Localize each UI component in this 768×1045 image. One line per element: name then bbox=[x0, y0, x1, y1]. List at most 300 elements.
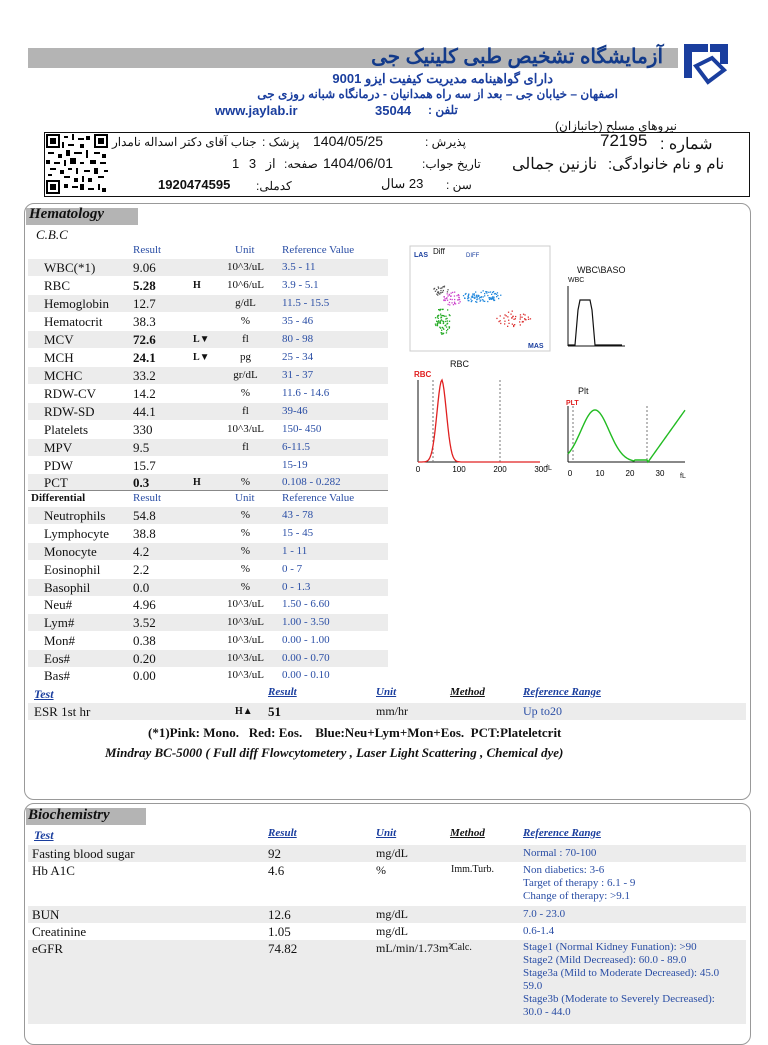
diff-row bbox=[28, 667, 388, 684]
scatter-point bbox=[441, 334, 442, 335]
scatter-point bbox=[470, 299, 471, 300]
scatter-point bbox=[450, 295, 451, 296]
scatter-point bbox=[446, 326, 447, 327]
reference: 1 - 11 bbox=[282, 545, 308, 557]
flag: H bbox=[193, 477, 201, 488]
test-result: 14.2 bbox=[133, 386, 156, 401]
scatter-point bbox=[435, 325, 436, 326]
unit: 10^3/uL bbox=[227, 634, 264, 646]
scatter-point bbox=[520, 316, 521, 317]
test-result: 0.38 bbox=[133, 633, 156, 648]
test-name: RDW-CV bbox=[44, 386, 96, 401]
scatter-point bbox=[528, 317, 529, 318]
scatter-point bbox=[439, 293, 440, 294]
test-name: Eos# bbox=[44, 651, 70, 666]
scatter-point bbox=[484, 301, 485, 302]
tick-label: 10 bbox=[595, 469, 605, 478]
scatter-point bbox=[489, 299, 490, 300]
test-name: Neu# bbox=[44, 597, 73, 612]
differential-separator bbox=[28, 490, 388, 491]
hematology-graphs bbox=[400, 238, 760, 488]
scatter-point bbox=[523, 321, 524, 322]
scatter-point bbox=[493, 299, 494, 300]
admission-label: پذیرش : bbox=[425, 135, 466, 149]
method: Imm.Turb. bbox=[451, 864, 494, 875]
test-result: 33.2 bbox=[133, 368, 156, 383]
test-name: Hematocrit bbox=[44, 314, 103, 329]
esr-row bbox=[28, 703, 746, 720]
unit: % bbox=[240, 315, 251, 327]
bio-col-unit: Unit bbox=[376, 827, 397, 839]
diff-row bbox=[28, 632, 388, 649]
unit: % bbox=[240, 509, 251, 521]
scatter-point bbox=[446, 332, 447, 333]
test-result: 3.52 bbox=[133, 615, 156, 630]
test-result: 4.2 bbox=[133, 544, 150, 559]
reference: 1.00 - 3.50 bbox=[282, 616, 330, 628]
scatter-point bbox=[482, 299, 483, 300]
page-label: صفحه: bbox=[284, 157, 318, 171]
cbc-row-mcv bbox=[28, 331, 388, 348]
esr-col-ref: Reference Range bbox=[523, 686, 601, 698]
test-result: 15.7 bbox=[133, 458, 156, 473]
test-result: 44.1 bbox=[133, 404, 156, 419]
scatter-point bbox=[528, 319, 529, 320]
scatter-point bbox=[515, 318, 516, 319]
scatter-point bbox=[442, 320, 443, 321]
scatter-point bbox=[440, 328, 441, 329]
test-result: 0.0 bbox=[133, 580, 150, 595]
reference: Stage3a (Mild to Moderate Decreased): 45.0 bbox=[523, 967, 720, 979]
test-name: Lym# bbox=[44, 615, 75, 630]
plt-tag: PLT bbox=[566, 400, 579, 407]
unit: fl bbox=[242, 405, 249, 417]
reference: 0.00 - 0.10 bbox=[282, 669, 330, 681]
lab-name: آزمایشگاه تشخیص طبی کلینیک جی bbox=[371, 46, 663, 68]
test-result: 92 bbox=[268, 846, 281, 861]
scatter-point bbox=[446, 330, 447, 331]
biochemistry-title: Biochemistry bbox=[28, 807, 110, 823]
scatter-point bbox=[472, 293, 473, 294]
scatter-point bbox=[440, 317, 441, 318]
iso-line: دارای گواهینامه مدیریت کیفیت ایزو 9001 bbox=[332, 71, 553, 86]
reference: 43 - 78 bbox=[282, 509, 314, 521]
scatter-point bbox=[500, 295, 501, 296]
answer-date: 1404/06/01 bbox=[323, 155, 394, 171]
scatter-point bbox=[504, 321, 505, 322]
reference: 25 - 34 bbox=[282, 351, 314, 363]
scatter-point bbox=[453, 304, 454, 305]
diff-tag: DIFF bbox=[466, 253, 480, 259]
reference: Normal : 70-100 bbox=[523, 847, 597, 859]
reference: Non diabetics: 3-6 bbox=[523, 864, 605, 876]
test-name: MCHC bbox=[44, 368, 83, 383]
lab-phone: 35044 bbox=[375, 103, 412, 118]
scatter-point bbox=[500, 315, 501, 316]
scatter-point bbox=[508, 320, 509, 321]
scatter-point bbox=[474, 297, 475, 298]
reference: Change of therapy: >9.1 bbox=[523, 890, 631, 902]
scatter-point bbox=[445, 321, 446, 322]
differential-title: Differential bbox=[31, 492, 86, 504]
esr-col-test: Test bbox=[34, 687, 54, 701]
scatter-point bbox=[437, 316, 438, 317]
test-name: Platelets bbox=[44, 422, 89, 437]
scatter-point bbox=[472, 297, 473, 298]
esr-col-method: Method bbox=[450, 686, 485, 698]
test-result: 1.05 bbox=[268, 924, 291, 939]
hematology-title: Hematology bbox=[29, 206, 104, 222]
reference: 80 - 98 bbox=[282, 333, 314, 345]
test-name: PDW bbox=[44, 458, 73, 473]
cbc-row-mch bbox=[28, 349, 388, 366]
diff-col-unit: Unit bbox=[235, 492, 255, 504]
unit: g/dL bbox=[235, 297, 256, 309]
unit: 10^3/uL bbox=[227, 669, 264, 681]
lab-address: اصفهان – خیابان جی – بعد از سه راه همدانیان - درمانگاه شبانه روزی جی bbox=[257, 87, 618, 101]
national-code: 1920474595 bbox=[158, 177, 231, 192]
scatter-point bbox=[481, 292, 482, 293]
cbc-row-rdw-sd bbox=[28, 403, 388, 420]
unit: mm/hr bbox=[376, 704, 408, 718]
scatter-point bbox=[476, 296, 477, 297]
test-name: Monocyte bbox=[44, 544, 97, 559]
scatter-point bbox=[437, 321, 438, 322]
reference: Stage3b (Moderate to Severely Decreased): bbox=[523, 993, 715, 1005]
cbc-row-wbc bbox=[28, 259, 388, 276]
reference: 6-11.5 bbox=[282, 441, 311, 453]
scatter-point bbox=[476, 299, 477, 300]
test-result: 38.3 bbox=[133, 314, 156, 329]
tick-label: 20 bbox=[625, 469, 635, 478]
reference: 15-19 bbox=[282, 459, 308, 471]
bio-row-hba1c bbox=[28, 862, 746, 906]
reference: Target of therapy : 6.1 - 9 bbox=[523, 877, 636, 889]
reference: 0.00 - 1.00 bbox=[282, 634, 330, 646]
scatter-point bbox=[490, 291, 491, 292]
scatter-point bbox=[452, 292, 453, 293]
bio-row-fbs bbox=[28, 845, 746, 862]
test-result: 2.2 bbox=[133, 562, 150, 577]
wbc-frame bbox=[565, 278, 655, 348]
scatter-point bbox=[454, 295, 455, 296]
tick-label: 0 bbox=[415, 465, 421, 474]
reference: 0 - 1.3 bbox=[282, 581, 311, 593]
reference: 0.108 - 0.282 bbox=[282, 476, 341, 488]
unit: mL/min/1.73m² bbox=[376, 941, 452, 955]
flag: L▼ bbox=[193, 352, 210, 363]
scatter-point bbox=[454, 302, 455, 303]
scatter-point bbox=[463, 295, 464, 296]
test-result: 0.00 bbox=[133, 668, 156, 683]
test-result: 72.6 bbox=[133, 332, 156, 347]
scatter-point bbox=[438, 309, 439, 310]
tick-label: 30 bbox=[655, 469, 665, 478]
scatter-point bbox=[513, 316, 514, 317]
unit: % bbox=[240, 527, 251, 539]
unit: gr/dL bbox=[233, 369, 258, 381]
reference: 1.50 - 6.60 bbox=[282, 598, 330, 610]
scatter-point bbox=[525, 319, 526, 320]
scatter-point bbox=[442, 292, 443, 293]
scatter-point bbox=[520, 318, 521, 319]
scatter-point bbox=[451, 302, 452, 303]
unit: 10^3/uL bbox=[227, 261, 264, 273]
reference: 0.00 - 0.70 bbox=[282, 652, 330, 664]
unit: 10^3/uL bbox=[227, 598, 264, 610]
unit: 10^3/uL bbox=[227, 423, 264, 435]
scatter-point bbox=[445, 300, 446, 301]
test-name: BUN bbox=[32, 907, 60, 922]
reference: 15 - 45 bbox=[282, 527, 314, 539]
rbc-ticks bbox=[416, 465, 548, 474]
test-name: WBC(*1) bbox=[44, 260, 96, 275]
flag: L▼ bbox=[193, 334, 210, 345]
scatter-point bbox=[435, 317, 436, 318]
scatter-point bbox=[481, 296, 482, 297]
doctor-label: پزشک : bbox=[262, 135, 300, 149]
cbc-row-rbc bbox=[28, 277, 388, 294]
scatter-point bbox=[507, 326, 508, 327]
scatter-point bbox=[524, 314, 525, 315]
test-result: 12.7 bbox=[133, 296, 156, 311]
test-result: 9.5 bbox=[133, 440, 150, 455]
patient-number: 72195 bbox=[600, 131, 648, 150]
scatter-point bbox=[489, 297, 490, 298]
scatter-point bbox=[471, 296, 472, 297]
test-name: Basophil bbox=[44, 580, 91, 595]
scatter-point bbox=[460, 301, 461, 302]
scatter-point bbox=[436, 289, 437, 290]
scatter-point bbox=[442, 309, 443, 310]
scatter-point bbox=[464, 297, 465, 298]
scatter-point bbox=[459, 299, 460, 300]
scatter-point bbox=[449, 302, 450, 303]
national-code-label: کدملی: bbox=[256, 179, 292, 193]
patient-age: 23 سال bbox=[381, 176, 424, 191]
scatter-point bbox=[446, 323, 447, 324]
scatter-point bbox=[512, 311, 513, 312]
scatter-point bbox=[447, 291, 448, 292]
test-name: MCV bbox=[44, 332, 74, 347]
page-indicator: 1 از 3 bbox=[232, 156, 276, 171]
reference: 3.5 - 11 bbox=[282, 261, 316, 273]
unit: mg/dL bbox=[376, 846, 408, 860]
unit: % bbox=[240, 545, 251, 557]
scatter-point bbox=[515, 316, 516, 317]
scatter-point bbox=[443, 315, 444, 316]
scatter-point bbox=[519, 321, 520, 322]
scatter-point bbox=[450, 299, 451, 300]
scatter-point bbox=[514, 324, 515, 325]
test-name: RDW-SD bbox=[44, 404, 95, 419]
scatter-point bbox=[437, 323, 438, 324]
col-result: Result bbox=[133, 244, 162, 256]
scatter-point bbox=[435, 324, 436, 325]
reference: 35 - 46 bbox=[282, 315, 314, 327]
scatter-point bbox=[504, 314, 505, 315]
scatter-point bbox=[441, 330, 442, 331]
scatter-point bbox=[458, 294, 459, 295]
scatter-point bbox=[445, 316, 446, 317]
cbc-row-mchc bbox=[28, 367, 388, 384]
reference: Stage1 (Normal Kidney Funation): >90 bbox=[523, 941, 697, 953]
bio-col-method: Method bbox=[450, 827, 485, 839]
scatter-point bbox=[486, 292, 487, 293]
scatter-point bbox=[438, 318, 439, 319]
tick-label: 100 bbox=[452, 465, 466, 474]
cbc-row-pdw bbox=[28, 457, 388, 474]
scatter-point bbox=[512, 324, 513, 325]
scatter-point bbox=[454, 292, 455, 293]
test-name: eGFR bbox=[32, 941, 64, 956]
scatter-point bbox=[497, 295, 498, 296]
scatter-point bbox=[437, 292, 438, 293]
test-name: RBC bbox=[44, 278, 71, 293]
scatter-point bbox=[447, 295, 448, 296]
test-name: Fasting blood sugar bbox=[32, 846, 135, 861]
scatter-point bbox=[468, 297, 469, 298]
scatter-point bbox=[484, 295, 485, 296]
bio-row-creatinine bbox=[28, 923, 746, 940]
qr-code bbox=[46, 134, 108, 194]
test-result: 74.82 bbox=[268, 941, 298, 956]
scatter-point bbox=[498, 298, 499, 299]
lab-website[interactable]: www.jaylab.ir bbox=[215, 103, 298, 118]
diff-col-reference: Reference Value bbox=[282, 492, 355, 504]
scatter-point bbox=[474, 295, 475, 296]
scatter-point bbox=[468, 294, 469, 295]
cbc-row-platelets bbox=[28, 421, 388, 438]
cbc-row-hematocrit bbox=[28, 313, 388, 330]
scatter-point bbox=[444, 286, 445, 287]
diff-row bbox=[28, 507, 388, 524]
scatter-point bbox=[440, 290, 441, 291]
scatter-point bbox=[447, 309, 448, 310]
referring-doctor: جناب آقای دکتر اسداله نامدار bbox=[112, 135, 257, 149]
scatter-point bbox=[438, 321, 439, 322]
scatter-point bbox=[493, 296, 494, 297]
plt-title: Plt bbox=[578, 386, 589, 396]
scatter-point bbox=[500, 323, 501, 324]
scatter-point bbox=[496, 318, 497, 319]
reference: 30.0 - 44.0 bbox=[523, 1006, 571, 1018]
tick-label: 200 bbox=[493, 465, 507, 474]
scatter-point bbox=[440, 323, 441, 324]
scatter-point bbox=[488, 292, 489, 293]
diff-row bbox=[28, 543, 388, 560]
test-result: 54.8 bbox=[133, 508, 156, 523]
scatter-point bbox=[437, 315, 438, 316]
diff-col-result: Result bbox=[133, 492, 162, 504]
test-name: MCH bbox=[44, 350, 74, 365]
scatter-point bbox=[440, 288, 441, 289]
scatter-point bbox=[476, 295, 477, 296]
scatter-point bbox=[475, 291, 476, 292]
reference: Stage2 (Mild Decreased): 60.0 - 89.0 bbox=[523, 954, 687, 966]
scatter-point bbox=[449, 294, 450, 295]
rbc-title: RBC bbox=[450, 359, 470, 369]
test-name: Bas# bbox=[44, 668, 70, 683]
unit: pg bbox=[240, 351, 251, 363]
scatter-point bbox=[458, 297, 459, 298]
bio-col-ref: Reference Range bbox=[523, 827, 601, 839]
scatter-point bbox=[455, 303, 456, 304]
name-label: نام و نام خانوادگی: bbox=[608, 156, 725, 173]
unit: % bbox=[240, 476, 251, 488]
test-result: 0.20 bbox=[133, 651, 156, 666]
scatter-point bbox=[484, 293, 485, 294]
scatter-point bbox=[437, 325, 438, 326]
diff-label: Diff bbox=[433, 247, 445, 256]
scatter-point bbox=[443, 299, 444, 300]
diff-axis-y: LAS bbox=[414, 252, 428, 259]
scatter-point bbox=[510, 314, 511, 315]
scatter-point bbox=[435, 291, 436, 292]
lab-phone-label: تلفن : bbox=[428, 103, 458, 117]
instrument-line: Mindray BC-5000 ( Full diff Flowcytometery , Laser Light Scattering , Chemical dye) bbox=[105, 745, 564, 760]
diff-scatter-frame bbox=[410, 246, 550, 351]
scatter-point bbox=[483, 300, 484, 301]
test-result: 12.6 bbox=[268, 907, 291, 922]
test-name: ESR 1st hr bbox=[34, 704, 91, 719]
diff-row bbox=[28, 596, 388, 613]
unit: % bbox=[240, 387, 251, 399]
scatter-point bbox=[436, 294, 437, 295]
scatter-point bbox=[492, 292, 493, 293]
test-result: 24.1 bbox=[133, 350, 156, 365]
scatter-point bbox=[479, 297, 480, 298]
test-result: 51 bbox=[268, 704, 281, 719]
test-name: Mon# bbox=[44, 633, 76, 648]
scatter-point bbox=[438, 286, 439, 287]
tick-label: 300 bbox=[534, 465, 548, 474]
col-reference: Reference Value bbox=[282, 244, 355, 256]
scatter-point bbox=[495, 293, 496, 294]
scatter-point bbox=[447, 329, 448, 330]
scatter-point bbox=[508, 312, 509, 313]
test-result: 0.3 bbox=[133, 475, 150, 490]
unit: 10^3/uL bbox=[227, 652, 264, 664]
scatter-point bbox=[445, 325, 446, 326]
unit: % bbox=[240, 581, 251, 593]
reference: 3.9 - 5.1 bbox=[282, 279, 319, 291]
scatter-point bbox=[511, 317, 512, 318]
scatter-point bbox=[440, 309, 441, 310]
unit: mg/dL bbox=[376, 907, 408, 921]
scatter-point bbox=[449, 304, 450, 305]
scatter-point bbox=[443, 290, 444, 291]
scatter-point bbox=[443, 322, 444, 323]
diff-row bbox=[28, 561, 388, 578]
cbc-row-rdw-cv bbox=[28, 385, 388, 402]
age-label: سن : bbox=[446, 178, 472, 192]
test-result: 4.6 bbox=[268, 863, 285, 878]
scatter-point bbox=[440, 314, 441, 315]
diff-row bbox=[28, 614, 388, 631]
admission-date: 1404/05/25 bbox=[313, 133, 384, 149]
scatter-point bbox=[503, 318, 504, 319]
esr-col-result: Result bbox=[268, 686, 297, 698]
scatter-point bbox=[456, 295, 457, 296]
test-name: Creatinine bbox=[32, 924, 87, 939]
test-name: Eosinophil bbox=[44, 562, 101, 577]
scatter-point bbox=[441, 315, 442, 316]
scatter-point bbox=[441, 287, 442, 288]
scatter-point bbox=[487, 301, 488, 302]
plt-curve bbox=[568, 410, 685, 462]
cbc-row-pct bbox=[28, 474, 388, 491]
